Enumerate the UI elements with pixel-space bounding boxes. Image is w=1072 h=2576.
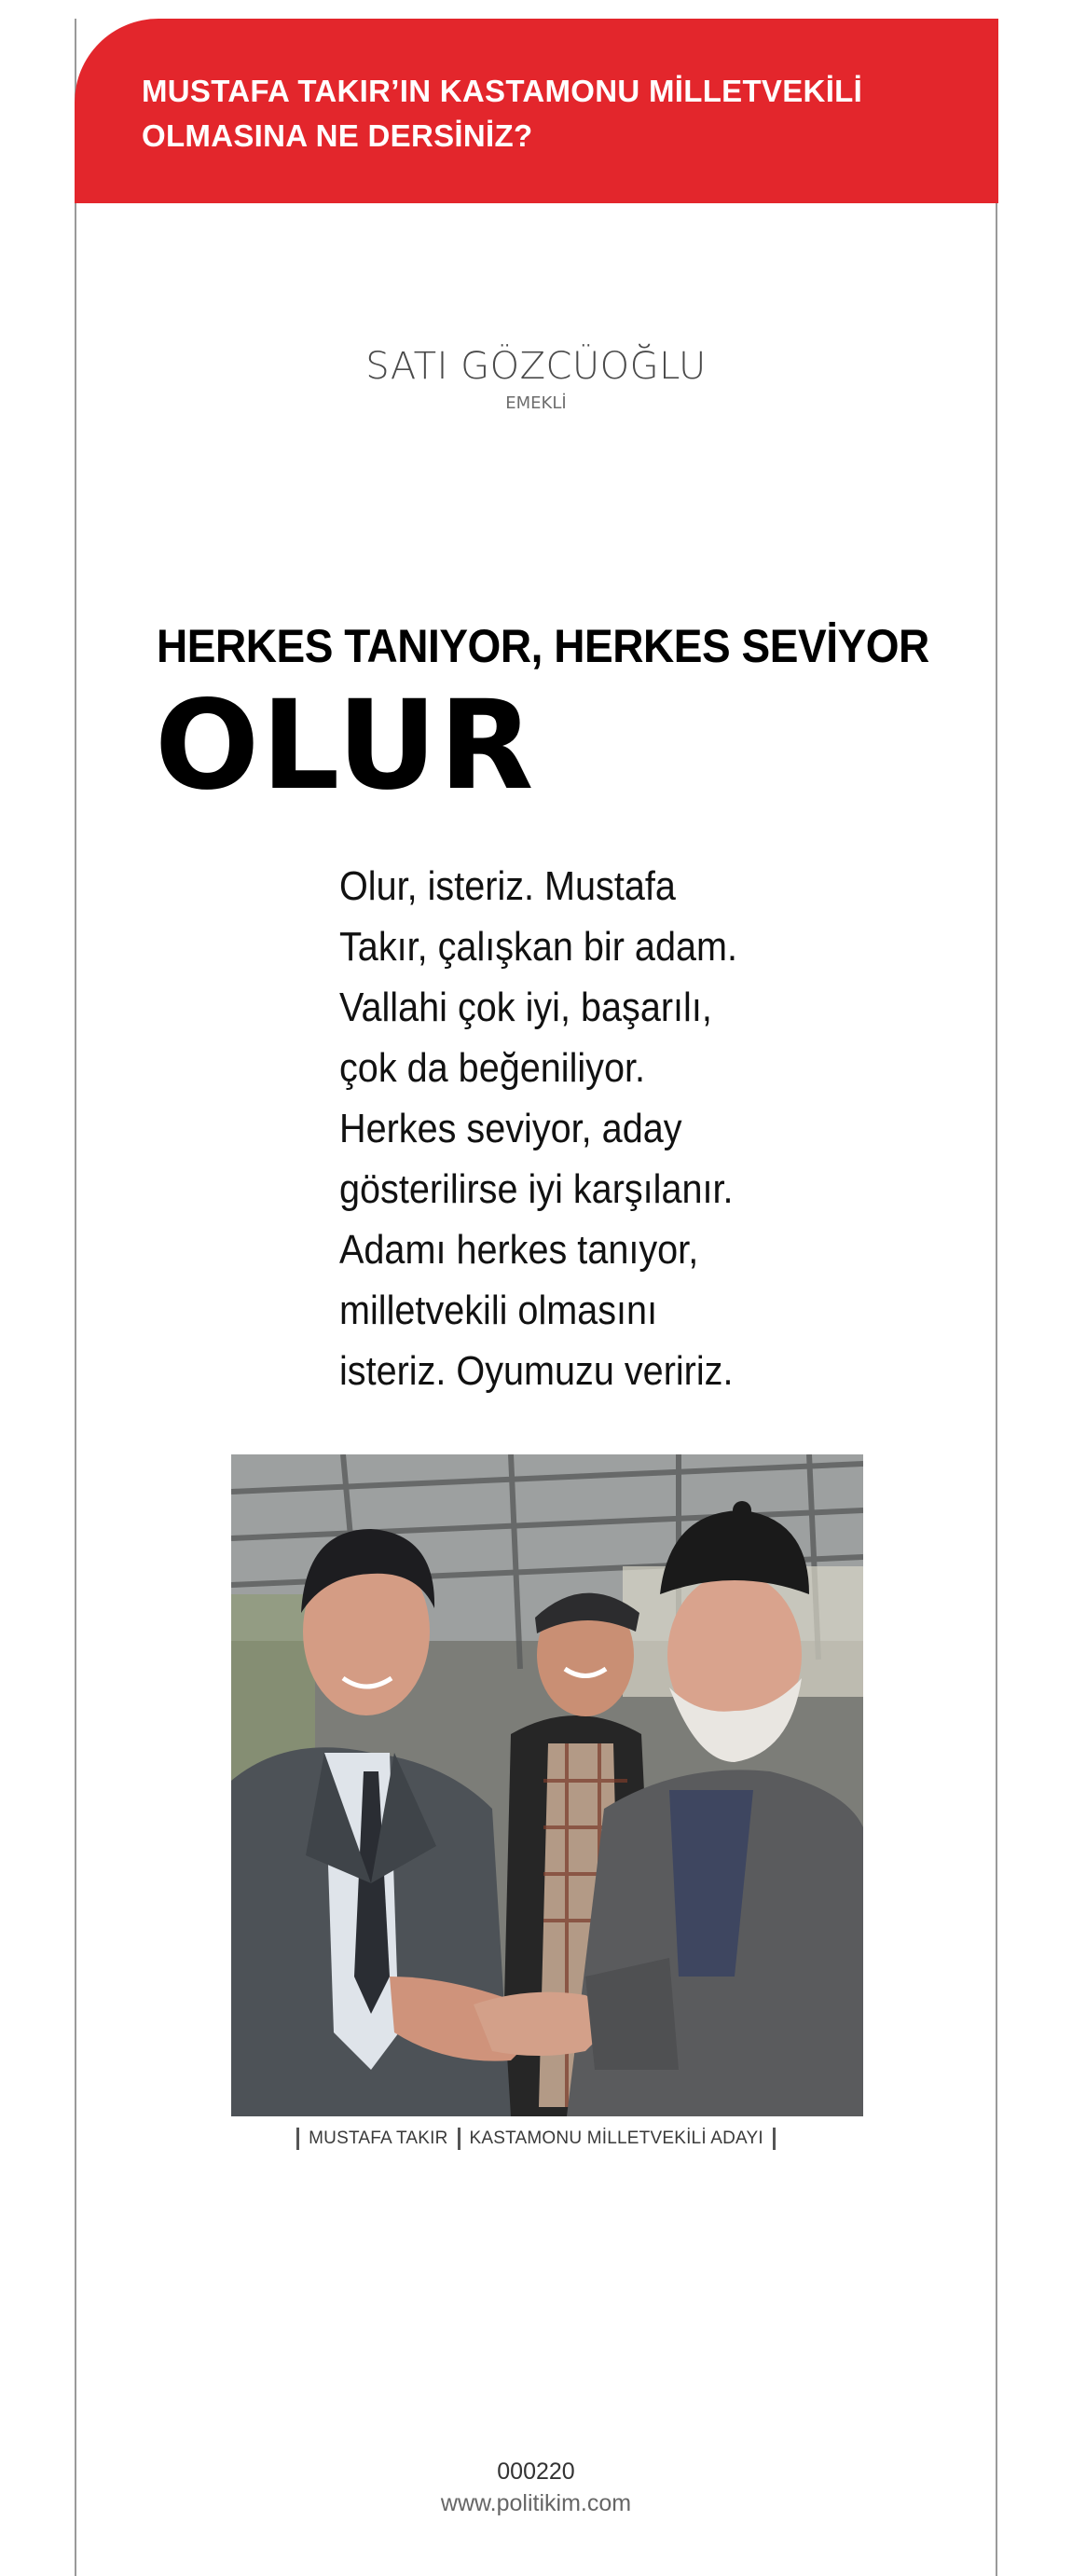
body-line: Herkes seviyor, aday (339, 1106, 682, 1151)
header-title (142, 69, 942, 158)
header-banner (75, 19, 998, 203)
interviewee-role: EMEKLİ (505, 393, 567, 413)
caption-divider (773, 2128, 776, 2150)
body-line: milletvekili olmasını (339, 1288, 658, 1333)
caption-divider (296, 2128, 299, 2150)
body-line: isteriz. Oyumuzu veririz. (339, 1348, 734, 1394)
article-subtitle: HERKES TANIYOR, HERKES SEVİYOR (157, 620, 929, 672)
body-line: Adamı herkes tanıyor, (339, 1227, 699, 1273)
photo-caption (75, 2126, 997, 2152)
handshake-photo (231, 1454, 863, 2116)
body-line: çok da beğeniliyor. (339, 1045, 646, 1091)
caption-name: MUSTAFA TAKIR (309, 2128, 448, 2148)
interviewee-name: SATI GÖZCÜOĞLU (365, 345, 707, 388)
article-body (339, 856, 776, 1401)
caption-divider (458, 2128, 460, 2150)
footer-code: 000220 (497, 2459, 575, 2485)
body-line: Vallahi çok iyi, başarılı, (339, 985, 712, 1030)
header-title-line1: MUSTAFA TAKIR’IN KASTAMONU MİLLETVEKİLİ (142, 74, 863, 108)
footer-url: www.politikim.com (440, 2490, 632, 2516)
footer (75, 2456, 997, 2519)
article-headline: OLUR (155, 674, 536, 818)
body-line: Takır, çalışkan bir adam. (339, 924, 737, 970)
body-line: gösterilirse iyi karşılanır. (339, 1166, 734, 1212)
body-line: Olur, isteriz. Mustafa (339, 863, 676, 909)
photo-illustration (231, 1454, 863, 2116)
caption-title: KASTAMONU MİLLETVEKİLİ ADAYI (469, 2128, 763, 2148)
interviewee-block (75, 343, 997, 414)
header-title-line2: OLMASINA NE DERSİNİZ? (142, 118, 533, 153)
